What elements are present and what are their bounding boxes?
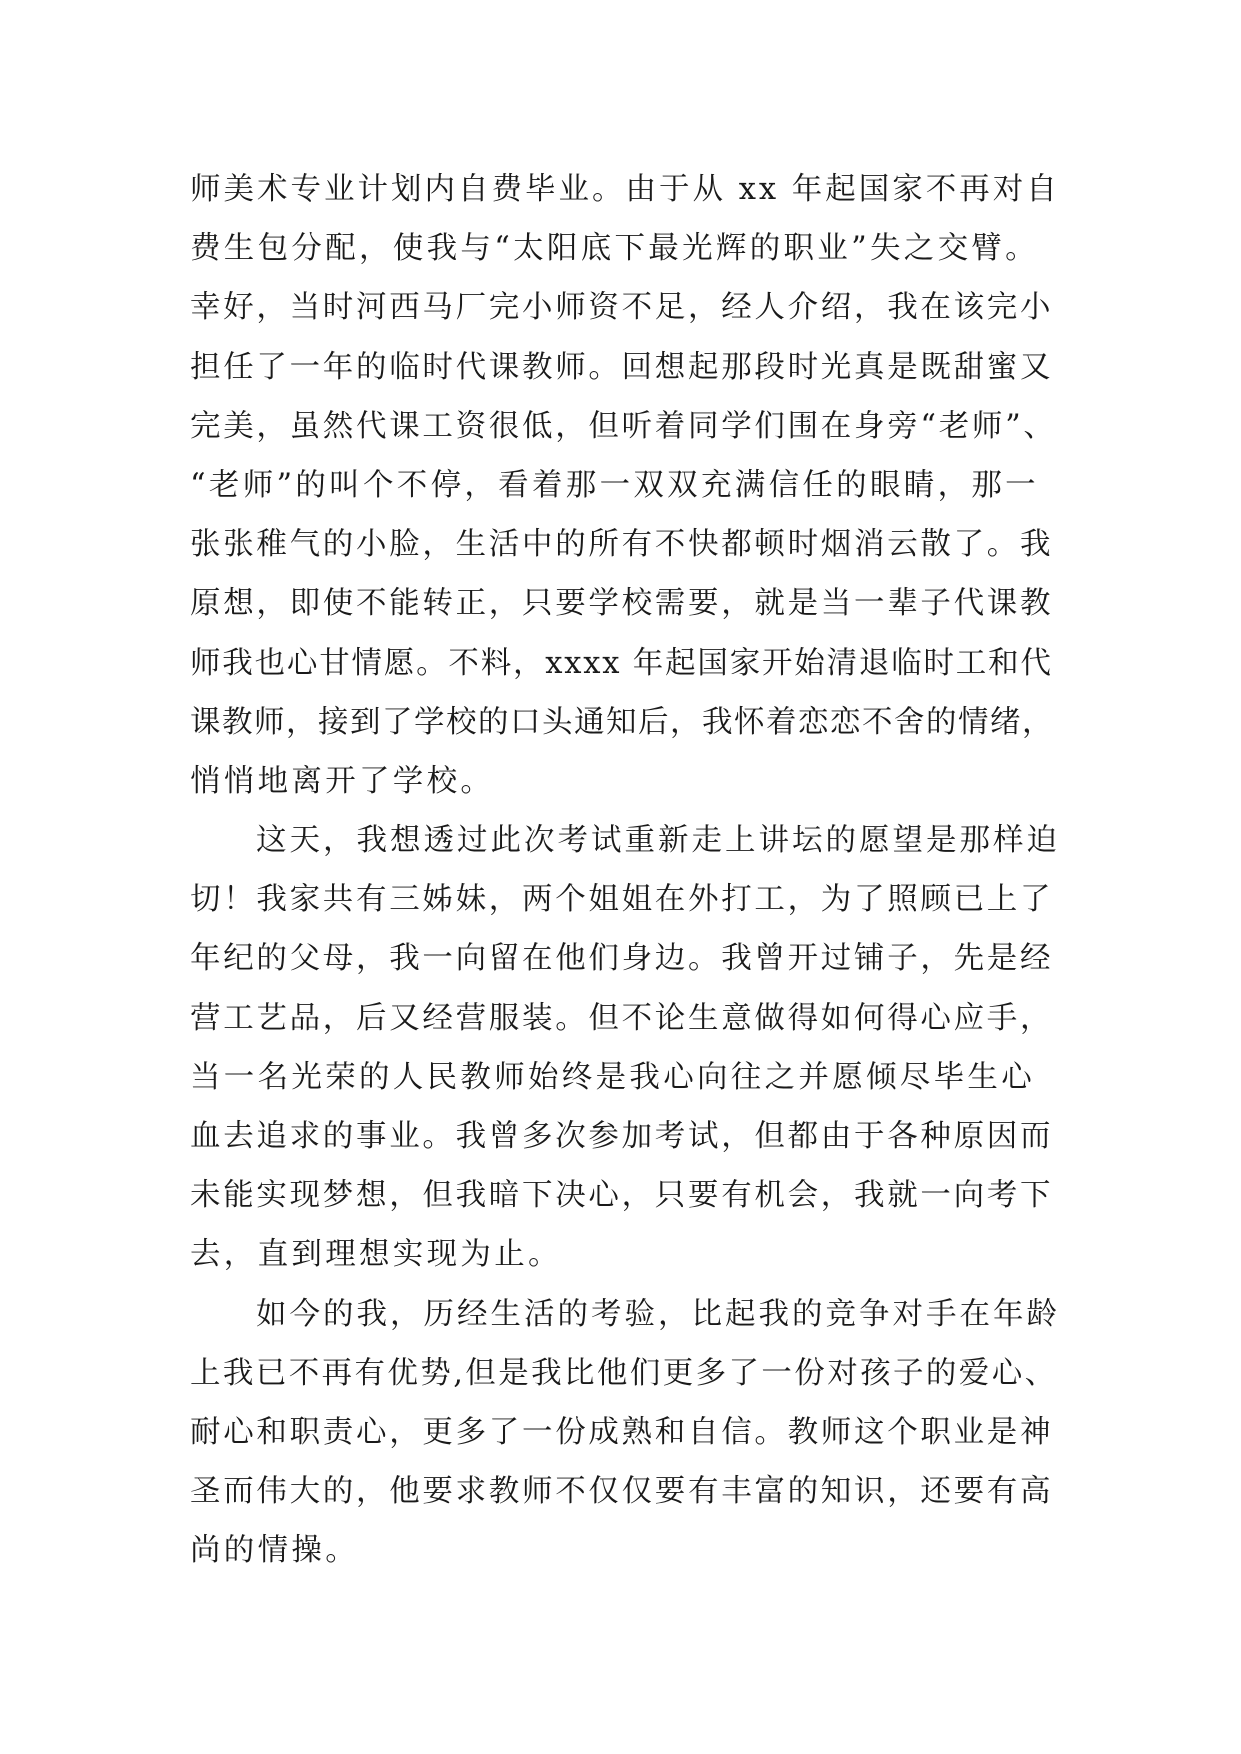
text-line: 费生包分配，使我与“太阳底下最光辉的职业”失之交臂。 — [190, 231, 1039, 267]
text-line: 营工艺品，后又经营服装。但不论生意做得如何得心应手， — [190, 1000, 1054, 1036]
text-line: “老师”的叫个不停，看着那一双双充满信任的眼睛，那一 — [190, 467, 1039, 503]
text-line: 如今的我，历经生活的考验，比起我的竞争对手在年龄 — [256, 1296, 1060, 1332]
text-line: 血去追求的事业。我曾多次参加考试，但都由于各种原因而 — [190, 1119, 1054, 1154]
text-line: 圣而伟大的，他要求教师不仅仅要有丰富的知识，还要有高 — [190, 1474, 1054, 1510]
text-line: 课教师，接到了学校的口头通知后，我怀着恋恋不舍的情绪， — [190, 704, 1054, 740]
text-line: 当一名光荣的人民教师始终是我心向往之并愿倾尽毕生心 — [190, 1059, 1035, 1095]
text-line: 张张稚气的小脸，生活中的所有不快都顿时烟消云散了。我 — [190, 527, 1054, 563]
text-line: 年纪的父母，我一向留在他们身边。我曾开过铺子，先是经 — [190, 941, 1054, 977]
text-line: 担任了一年的临时代课教师。回想起那段时光真是既甜蜜又 — [190, 349, 1054, 385]
text-line: 切！我家共有三姊妹，两个姐姐在外打工，为了照顾已上了 — [190, 882, 1054, 918]
text-line: 幸好，当时河西马厂完小师资不足，经人介绍，我在该完小 — [190, 290, 1054, 326]
text-line: 师我也心甘情愿。不料，xxxx 年起国家开始清退临时工和代 — [190, 645, 1053, 681]
text-line: 未能实现梦想，但我暗下决心，只要有机会，我就一向考下 — [190, 1178, 1054, 1214]
text-line: 师美术专业计划内自费毕业。由于从 xx 年起国家不再对自 — [190, 172, 1060, 207]
text-line: 耐心和职责心，更多了一份成熟和自信。教师这个职业是神 — [190, 1414, 1054, 1450]
text-line: 上我已不再有优势,但是我比他们更多了一份对孩子的爱心、 — [190, 1355, 1058, 1391]
document-body — [190, 160, 1060, 1581]
text-line: 这天，我想透过此次考试重新走上讲坛的愿望是那样迫 — [256, 823, 1060, 859]
text-line: 去，直到理想实现为止。 — [190, 1237, 562, 1273]
text-line: 悄悄地离开了学校。 — [190, 763, 495, 799]
text-line: 完美，虽然代课工资很低，但听着同学们围在身旁“老师”、 — [190, 408, 1057, 444]
text-line: 原想，即使不能转正，只要学校需要，就是当一辈子代课教 — [190, 586, 1054, 622]
text-line: 尚的情操。 — [190, 1533, 359, 1569]
